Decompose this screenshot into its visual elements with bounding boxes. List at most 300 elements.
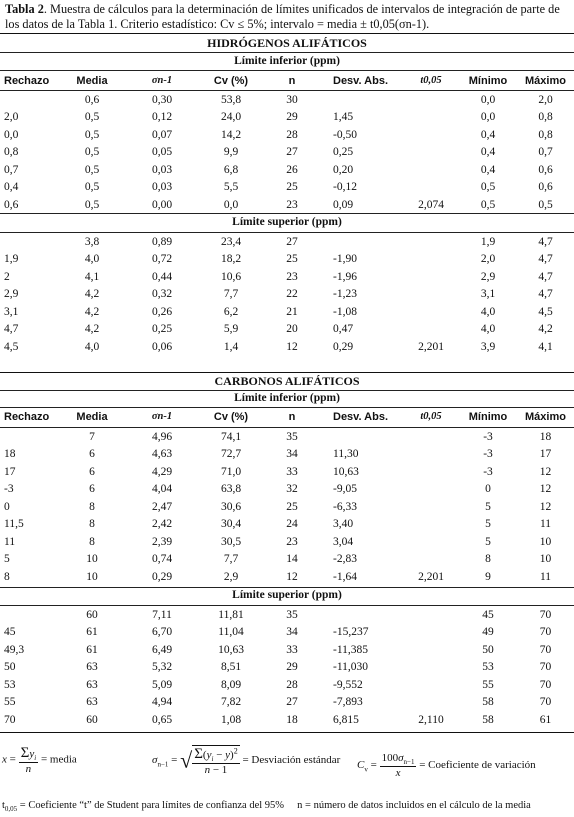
header-maximo: Máximo [525,410,566,423]
table-cell: 0,6 [538,163,553,176]
table-cell: 28 [286,678,298,691]
table-cell: 21 [286,305,298,318]
header-rechazo: Rechazo [4,74,50,87]
table-row [0,233,574,251]
table-cell [403,641,459,659]
table-cell: 11 [539,570,552,583]
formula-desviacion-label: = Desviación estándar [242,754,341,767]
table-cell: 0,7 [538,146,553,159]
table-cell: 0,4 [480,146,496,159]
table-cell: 74,1 [220,430,242,443]
table-cell: 2,201 [418,340,444,353]
table-cell [403,606,459,624]
table-cell: -0,50 [333,128,357,141]
table-cell: 4,0 [480,323,496,336]
table-cell: 3,40 [333,518,354,531]
header-n: n [288,74,296,87]
rule [0,70,574,71]
table-cell: 2,47 [151,500,173,513]
section2-superior-title: Límite superior (ppm) [232,589,342,601]
table-cell: 45 [482,608,494,621]
table-cell: 53,8 [220,93,242,106]
table-cell: 29 [286,661,298,674]
table-row [0,624,574,642]
table-cell: 4,2 [84,288,100,301]
table-cell: 1,9 [480,235,496,248]
table-cell: 63 [86,678,98,691]
table-row [0,251,574,269]
table-cell: 4,1 [538,340,553,353]
table-cell: 0,25 [151,323,173,336]
table-cell: -11,030 [333,661,369,674]
header-sigma: σn-1 [151,411,173,423]
table-cell: 27 [286,235,298,248]
table-row [0,126,574,144]
table-cell: 3,1 [4,305,19,318]
table-cell: 18,2 [220,253,242,266]
table-cell: 49,3 [4,643,25,656]
table-cell: 50 [4,661,16,674]
table-cell: 6,49 [151,643,173,656]
table-cell: 0,8 [538,111,553,124]
table-cell: 0,26 [151,305,173,318]
table-cell [317,233,403,251]
formula-media: x = $\frac{\Sigma y_i}{n}$ = media [2,745,77,776]
table-cell [403,321,459,339]
table-row [0,161,574,179]
table-cell: 0 [4,500,10,513]
table-header [0,72,574,90]
table-cell: 5 [485,518,491,531]
table-cell [0,606,55,624]
table-cell: 60 [86,713,98,726]
table-row [0,694,574,712]
table-cell: 2,9 [4,288,19,301]
table-cell: 25 [286,253,298,266]
table-row [0,516,574,534]
section2-superior-table [0,606,574,729]
table-cell: 4,0 [84,253,100,266]
header-sigma: σn-1 [151,75,173,87]
table-cell: 11 [539,518,552,531]
table-cell: 5,32 [151,661,173,674]
table-cell: 0,03 [151,163,173,176]
table-row [0,551,574,569]
table-cell: 8 [89,500,95,513]
header-t: t0,05 [420,75,442,87]
table-cell: -1,90 [333,253,357,266]
table-cell: 33 [286,643,298,656]
table-row [0,268,574,286]
table-cell: 72,7 [220,448,242,461]
table-row [0,303,574,321]
table-cell: 4,7 [538,235,553,248]
table-cell: 30,4 [220,518,242,531]
section1-title: HIDRÓGENOS ALIFÁTICOS [207,36,367,50]
table-cell: 0,30 [151,93,173,106]
table-cell: 5,09 [151,678,173,691]
table-cell: 2,0 [480,253,496,266]
table-cell: 0,29 [333,340,354,353]
header-t: t0,05 [420,411,442,423]
table-cell: 34 [286,626,298,639]
table-cell: 0,5 [84,181,100,194]
table-cell: 0,20 [333,163,354,176]
table-cell: 0,6 [4,198,19,211]
table-cell: 0,44 [151,270,173,283]
table-cell: 7,7 [223,288,239,301]
table-cell: 0,29 [151,570,173,583]
table-cell: 3,8 [84,235,100,248]
table-cell: 30,5 [220,535,242,548]
section2-inferior-title: Límite inferior (ppm) [234,392,340,404]
table-cell [403,161,459,179]
table-cell: 11,30 [333,448,359,461]
table-cell: 17 [539,448,552,461]
table-cell: -9,552 [333,678,363,691]
table-cell: 0,5 [480,198,496,211]
table-row [0,109,574,127]
header-minimo: Mínimo [468,410,508,423]
table-cell: 0,8 [4,146,19,159]
table-cell: 11 [4,535,16,548]
table-cell: 6,815 [333,713,359,726]
section1-superior-table [0,233,574,356]
table-cell: -11,385 [333,643,369,656]
formula-media-label: = media [40,753,77,766]
table-cell: 70 [4,713,16,726]
table-cell: 0,0 [480,111,496,124]
table-cell: 53 [4,678,16,691]
footnote [2,800,531,813]
table-cell: 14,2 [220,128,242,141]
table-cell: 18 [286,713,298,726]
table-cell [403,303,459,321]
table-cell: 17 [4,465,16,478]
table-cell: 0,25 [333,146,354,159]
table-cell: 2,42 [151,518,173,531]
table-cell [403,659,459,677]
table-cell: -1,08 [333,305,357,318]
table-cell: 30,6 [220,500,242,513]
table-cell: 4,94 [151,696,173,709]
table-cell: 0,5 [84,198,100,211]
table-cell: 4,7 [538,253,553,266]
table-cell [403,233,459,251]
table-cell: -1,64 [333,570,357,583]
table-row [0,91,574,109]
table-cell: 0,6 [538,181,553,194]
table-cell [317,428,403,446]
table-cell: 4,2 [84,305,100,318]
table-row [0,428,574,446]
table-cell: 0,5 [84,163,100,176]
table-cell: 58 [482,696,494,709]
caption-text: . Muestra de cálculos para la determinación de límites unificados de intervalos de integración de parte de los datos de la Tabla 1. Criterio estadístico: Cv ≤ 5%; intervalo = media ± t0,05(σn-1). [5,2,560,31]
table-cell: 29 [286,111,298,124]
table-row [0,321,574,339]
table-cell: 25 [286,181,298,194]
table-cell: 0,32 [151,288,173,301]
table-cell: 0,89 [151,235,173,248]
table-cell [403,481,459,499]
header-n: n [288,410,296,423]
table-cell [403,516,459,534]
table-cell: 0,4 [480,163,496,176]
table-cell: 23 [286,270,298,283]
table-cell: 0,0 [223,198,239,211]
table-cell: 23 [286,535,298,548]
table-cell: 61 [539,713,552,726]
table-cell: -3 [483,465,493,478]
rule [0,52,574,53]
table-cell: 71,0 [220,465,242,478]
bottom-rule [0,732,574,733]
table-cell: 0,00 [151,198,173,211]
header-media: Media [76,74,108,87]
table-cell: 3,04 [333,535,354,548]
table-cell: 8 [89,535,95,548]
table-cell: 14 [286,553,298,566]
rule [0,587,574,588]
table-cell: 24 [286,518,298,531]
table-cell: 70 [539,626,552,639]
section1-header-row [0,72,574,90]
table-cell: 2,201 [418,570,444,583]
table-cell: 63 [86,661,98,674]
table-cell: 63 [86,696,98,709]
table-cell: 30 [286,93,298,106]
table-cell: 0,72 [151,253,173,266]
section1-inferior-title: Límite inferior (ppm) [234,55,340,67]
table-cell: 0,65 [151,713,173,726]
table-cell: 8,51 [220,661,242,674]
table-cell: 1,45 [333,111,354,124]
table-cell [317,91,403,109]
table-cell: 0,5 [84,128,100,141]
table-cell: 2,9 [480,270,496,283]
table-cell: 4,2 [538,323,553,336]
table-row [0,676,574,694]
top-rule [0,33,574,34]
header-cv: Cv (%) [213,74,249,87]
table-cell: -2,83 [333,553,357,566]
table-cell: 0,6 [84,93,100,106]
table-cell: 0,05 [151,146,173,159]
table-cell: 2,39 [151,535,173,548]
table-cell: 70 [539,608,552,621]
section2-title: CARBONOS ALIFÁTICOS [214,374,360,388]
table-cell: 53 [482,661,494,674]
table-cell: 8 [89,518,95,531]
header-desv: Desv. Abs. [333,410,389,423]
table-cell: -7,893 [333,696,363,709]
table-cell: 1,9 [4,253,19,266]
table-row [0,498,574,516]
table-cell [403,533,459,551]
table-cell: 26 [286,163,298,176]
table-cell [403,446,459,464]
table-cell [403,144,459,162]
table-cell [403,694,459,712]
table-cell [0,428,55,446]
table-cell: 0,03 [151,181,173,194]
table-cell: 2 [4,270,10,283]
table-cell: 0,5 [84,111,100,124]
table-row [0,286,574,304]
table-cell [0,233,55,251]
table-cell: 0,06 [151,340,173,353]
table-cell [403,179,459,197]
table-cell [403,428,459,446]
table-cell: 12 [286,570,298,583]
table-cell: -15,237 [333,626,369,639]
table-cell: 0,12 [151,111,173,124]
table-cell [403,624,459,642]
table-cell: -3 [483,448,493,461]
table-cell: 60 [86,608,98,621]
table-cell [403,251,459,269]
table-cell: 7,82 [220,696,242,709]
rule [0,213,574,214]
table-cell: 22 [286,288,298,301]
table-cell: 0,47 [333,323,354,336]
table-cell: 35 [286,430,298,443]
table-cell: 20 [286,323,298,336]
formula-desviacion: $\sigma_{n-1}$ = √ $\frac{\Sigma(y_i - y)^2}{n - 1}$ = Desviación estándar [152,746,341,777]
table-cell [403,109,459,127]
table-cell: 2,0 [4,111,19,124]
table-cell: 0,5 [84,146,100,159]
table-cell: 63,8 [220,483,242,496]
table-row [0,144,574,162]
table-header [0,408,574,426]
footnote-n: n = número de datos incluidos en el cálculo de la media [297,800,531,811]
table-cell [403,463,459,481]
table-cell: 49 [482,626,494,639]
table-cell: 6 [89,448,95,461]
table-cell: 10 [539,553,552,566]
table-cell [403,126,459,144]
table-cell: 70 [539,678,552,691]
table-cell: 3,1 [480,288,496,301]
table-cell: 18 [539,430,552,443]
table-cell: -1,96 [333,270,357,283]
table-cell: 4,7 [4,323,19,336]
section2-header-row [0,408,574,426]
table-cell: 35 [286,608,298,621]
table-cell [403,91,459,109]
table-cell: 12 [286,340,298,353]
table-cell: 70 [539,661,552,674]
table-cell: 0,5 [480,181,496,194]
table-cell [403,551,459,569]
table-cell: 5,9 [223,323,239,336]
table-row [0,568,574,586]
table-row [0,481,574,499]
table-cell: 4,7 [538,288,553,301]
table-cell: 50 [482,643,494,656]
table-cell: 45 [4,626,16,639]
table-cell: 4,2 [84,323,100,336]
table-cell: 10,63 [333,465,359,478]
table-cell: 4,29 [151,465,173,478]
table-cell [0,91,55,109]
table-row [0,533,574,551]
table-cell: 12 [539,465,552,478]
table-cell: 4,5 [538,305,553,318]
table-cell: 23 [286,198,298,211]
table-cell: 0,0 [4,128,19,141]
table-cell: 10 [539,535,552,548]
section1-superior-title: Límite superior (ppm) [232,216,342,228]
table-cell: 0,0 [480,93,496,106]
table-cell: 5 [485,535,491,548]
table-cell: 1,08 [220,713,242,726]
table-cell: 28 [286,128,298,141]
header-desv: Desv. Abs. [333,74,389,87]
table-cell: 61 [86,643,98,656]
table-row [0,463,574,481]
table-cell: 4,7 [538,270,553,283]
table-row [0,196,574,214]
table-cell: 6 [89,465,95,478]
table-cell: 23,4 [220,235,242,248]
table-cell: 61 [86,626,98,639]
table-cell: 58 [482,713,494,726]
table-cell: 10 [86,553,98,566]
table-cell: 24,0 [220,111,242,124]
table-cell: -1,23 [333,288,357,301]
table-cell: 70 [539,643,552,656]
table-cell: 4,63 [151,448,173,461]
table-cell: 0,7 [4,163,19,176]
table-cell: 8 [485,553,491,566]
table-row [0,641,574,659]
table-cell: 18 [4,448,16,461]
table-cell: 0,74 [151,553,173,566]
table-cell: 2,9 [223,570,239,583]
section2-inferior-table [0,428,574,586]
table-cell: 8,09 [220,678,242,691]
table-cell: 0,8 [538,128,553,141]
table-cell: 10,6 [220,270,242,283]
table-cell: 5 [4,553,10,566]
table-cell: 55 [4,696,16,709]
table-cell: 33 [286,465,298,478]
table-cell: 6 [89,483,95,496]
header-rechazo: Rechazo [4,410,50,423]
table-cell: -9,05 [333,483,357,496]
table-cell: 6,2 [223,305,239,318]
table-cell: 7,11 [152,608,172,621]
header-media: Media [76,410,108,423]
table-cell: 25 [286,500,298,513]
table-cell: 10 [86,570,98,583]
table-cell: 2,0 [538,93,553,106]
header-cv: Cv (%) [213,410,249,423]
table-cell: 11,5 [4,518,24,531]
table-cell: 5 [485,500,491,513]
table-cell: 6,70 [151,626,173,639]
table-cell: -3 [4,483,14,496]
rule [0,372,574,373]
table-cell: 0,07 [151,128,173,141]
table-cell: 0,4 [480,128,496,141]
table-cell [403,498,459,516]
table-row [0,446,574,464]
table-cell: 4,0 [480,305,496,318]
